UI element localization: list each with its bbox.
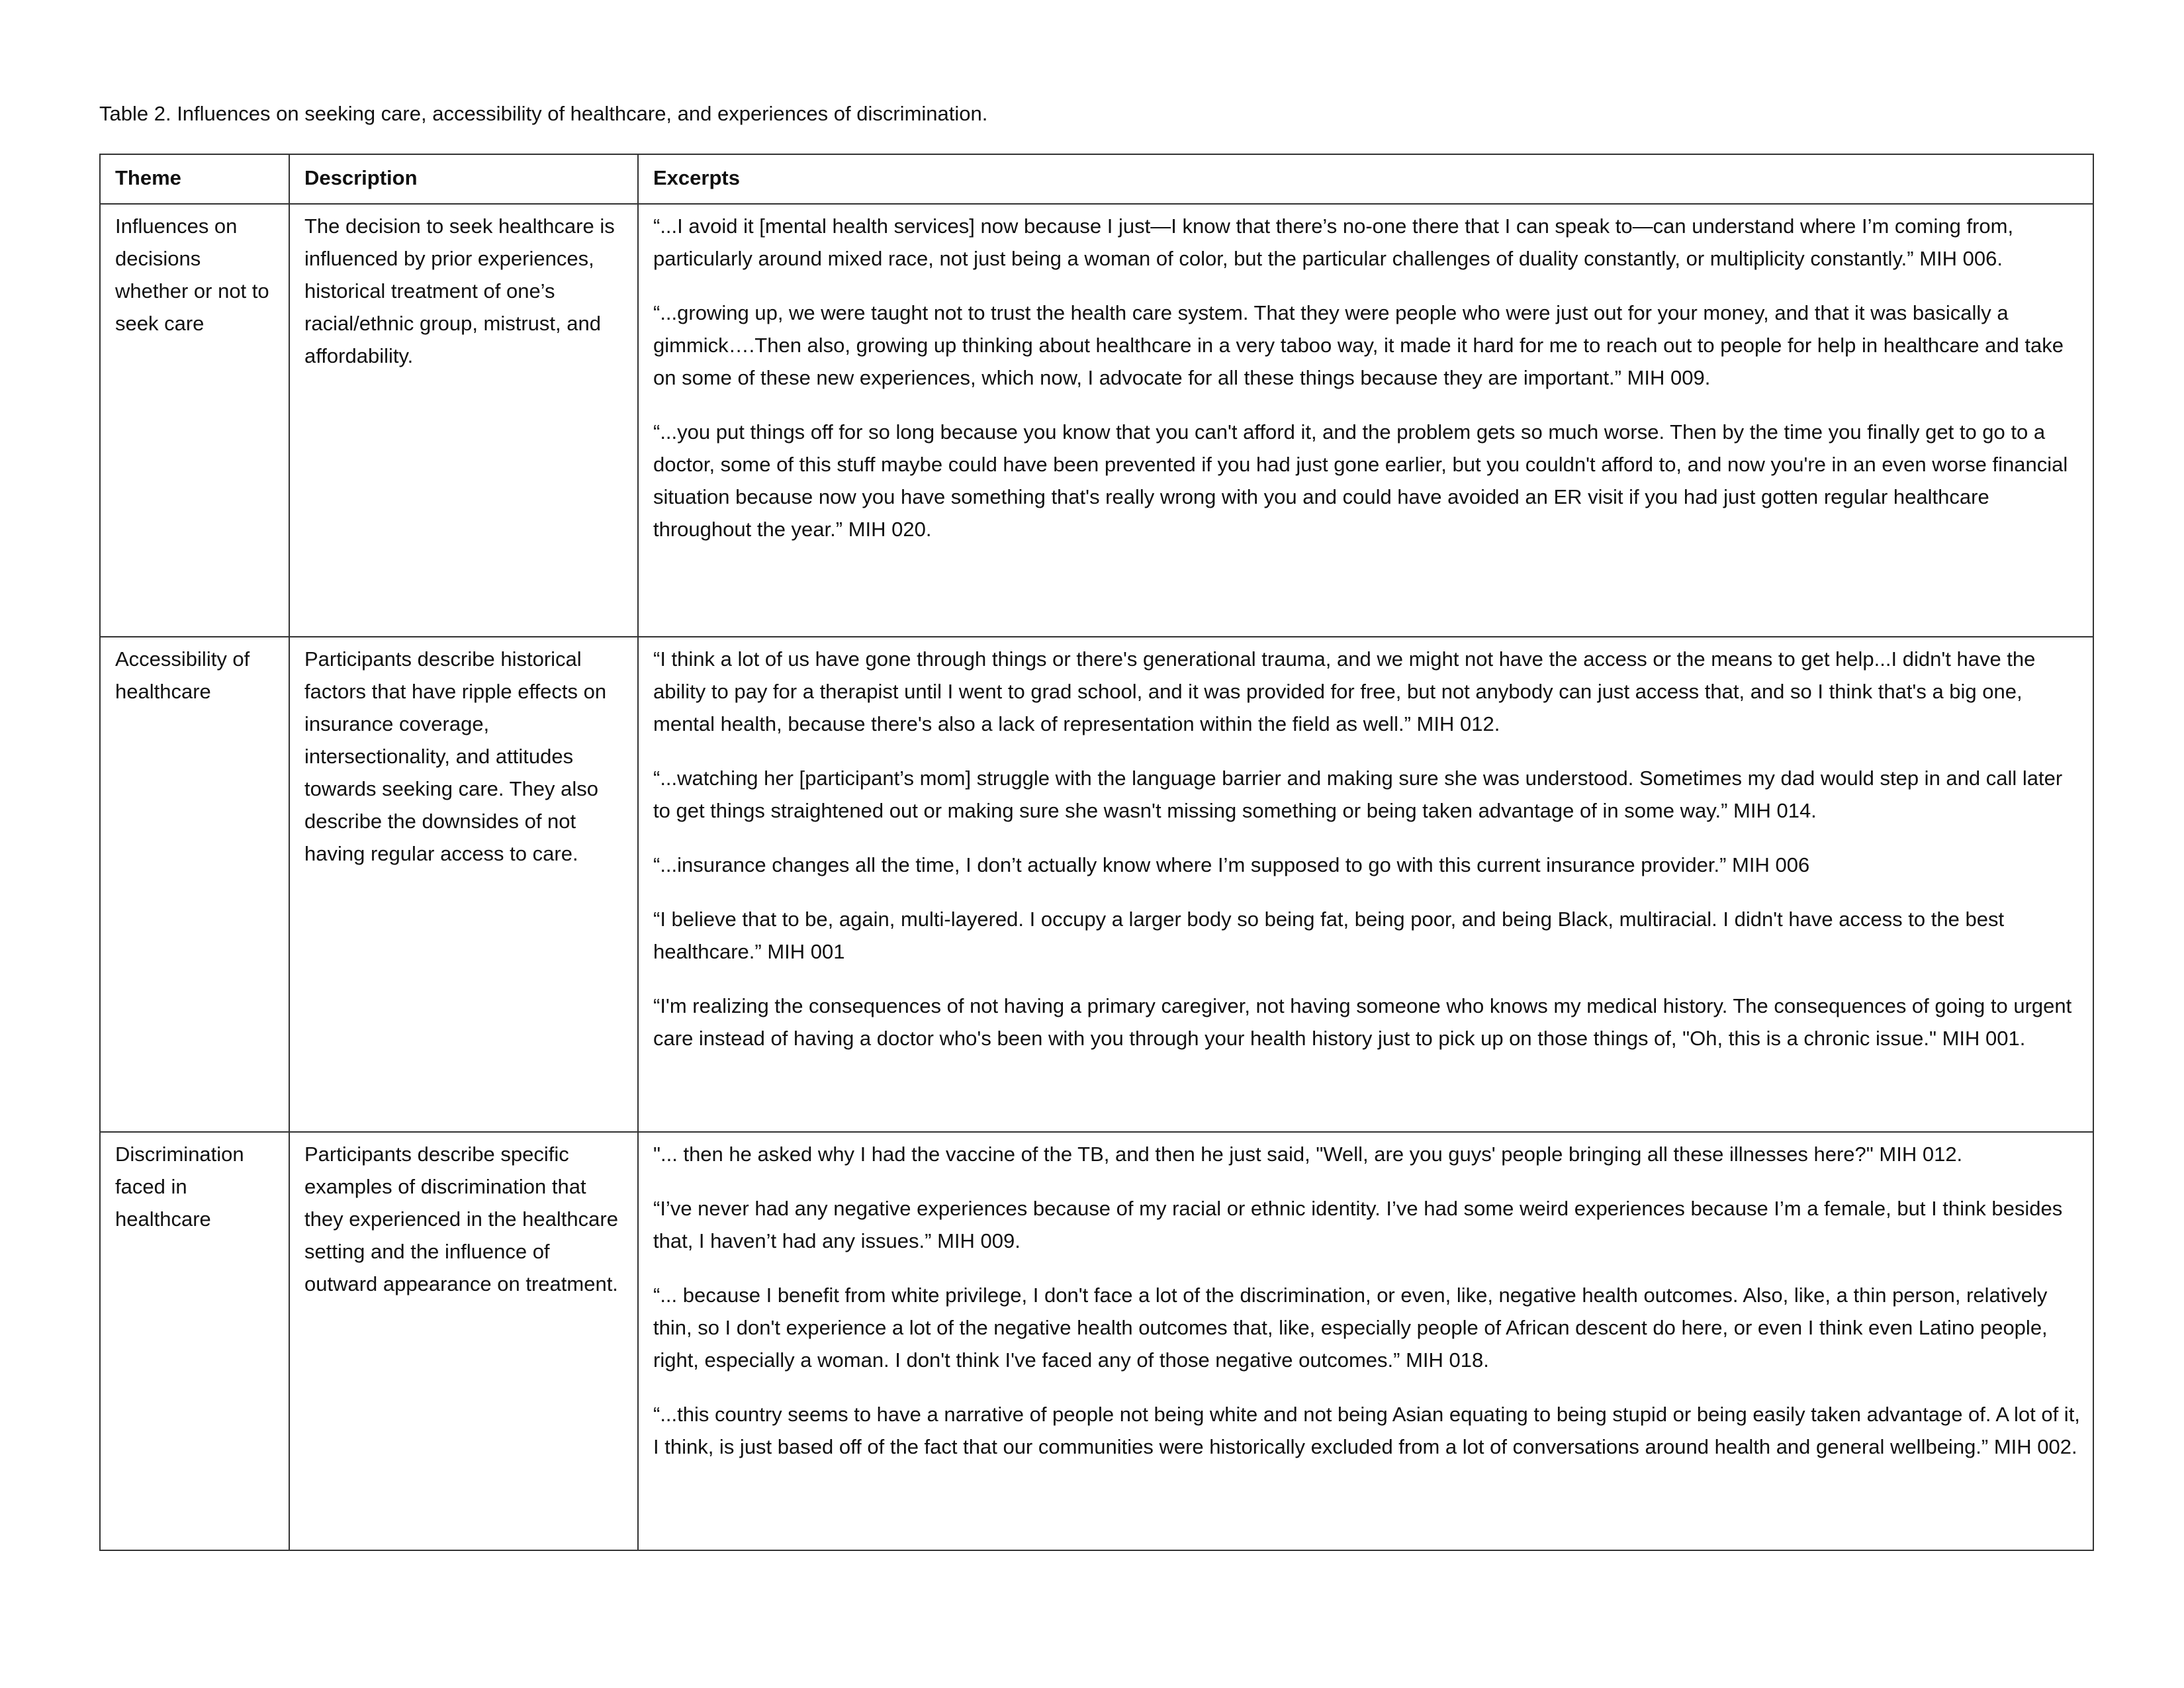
description-cell: Participants describe historical factors that have ripple effects on insurance coverage, intersectionality, and attitudes towards seeking care. They also describe the downsides of not having regular access to care. [289, 637, 638, 1132]
theme-cell: Accessibility of healthcare [100, 637, 289, 1132]
excerpt: “...insurance changes all the time, I don’t actually know where I’m supposed to go with this current insurance provider.” MIH 006 [653, 853, 1810, 876]
excerpt: "... then he asked why I had the vaccine of the TB, and then he just said, "Well, are you guys' people bringing all these illnesses here?" MIH 012. [653, 1143, 1963, 1166]
table-header-row [100, 154, 2093, 204]
excerpt: “...you put things off for so long because you know that you can't afford it, and the problem gets so much worse. Then by the time you finally get to go to a doctor, some of this stuff maybe could have been prevented if you had just gone earlier, but you couldn't afford to, and now you're in an even worse financial situation because now you have something that's really wrong with you and could have avoided an ER visit if you had just gotten regular healthcare throughout the year.” MIH 020. [653, 420, 2068, 541]
excerpts-cell [638, 204, 2093, 637]
excerpt: “...watching her [participant’s mom] struggle with the language barrier and making sure she was understood. Sometimes my dad would step in and call later to get things straightened out or making sure she wasn't missing something or being taken advantage of in some way.” MIH 014. [653, 767, 2063, 822]
header-theme: Theme [100, 154, 289, 204]
excerpt: “I believe that to be, again, multi-layered. I occupy a larger body so being fat, being poor, and being Black, multiracial. I didn't have access to the best healthcare.” MIH 001 [653, 908, 2005, 963]
table-row [100, 204, 2093, 637]
excerpt: “I’ve never had any negative experiences because of my racial or ethnic identity. I’ve had some weird experiences because I’m a female, but I think besides that, I haven’t had any issues.” MIH 009. [653, 1197, 2063, 1252]
header-excerpts: Excerpts [638, 154, 2093, 204]
excerpt: “... because I benefit from white privilege, I don't face a lot of the discrimination, or even, like, negative health outcomes. Also, like, a thin person, relatively thin, so I don't experience a lot of the negative health outcomes that, like, especially people of African descent do here, or even I think even Latino people, right, especially a woman. I don't think I've faced any of those negative outcomes.” MIH 018. [653, 1284, 2048, 1372]
table-caption: Table 2. Influences on seeking care, accessibility of healthcare, and experiences of discrimination. [99, 102, 988, 125]
excerpt: “...this country seems to have a narrative of people not being white and not being Asian equating to being stupid or being easily taken advantage of. A lot of it, I think, is just based off of the fact that our communities were historically excluded from a lot of conversations around health and general wellbeing.” MIH 002. [653, 1403, 2080, 1458]
description-cell: The decision to seek healthcare is influenced by prior experiences, historical treatment of one’s racial/ethnic group, mistrust, and affordability. [289, 204, 638, 637]
table-row [100, 1132, 2093, 1550]
excerpt: “I think a lot of us have gone through things or there's generational trauma, and we might not have the access or the means to get help...I didn't have the ability to pay for a therapist until I went to grad school, and it was provided for free, but not anybody can just access that, and so I think that's a big one, mental health, because there's also a lack of representation within the field as well.” MIH 012. [653, 647, 2036, 735]
excerpt: “...growing up, we were taught not to trust the health care system. That they were people who were just out for your money, and that it was basically a gimmick….Then also, growing up thinking about healthcare in a very taboo way, it made it hard for me to reach out to people for help in healthcare and take on some of these new experiences, which now, I advocate for all these things because they are important.” MIH 009. [653, 301, 2064, 389]
excerpt: “...I avoid it [mental health services] now because I just—I know that there’s no-one there that I can speak to—can understand where I’m coming from, particularly around mixed race, not just being a woman of color, but the particular challenges of duality constantly, or multiplicity constantly.” MIH 006. [653, 214, 2014, 270]
theme-cell: Discrimination faced in healthcare [100, 1132, 289, 1550]
excerpts-cell [638, 1132, 2093, 1550]
header-description: Description [289, 154, 638, 204]
themes-table [99, 154, 2094, 1551]
description-cell: Participants describe specific examples of discrimination that they experienced in the healthcare setting and the influence of outward appearance on treatment. [289, 1132, 638, 1550]
excerpts-cell [638, 637, 2093, 1132]
excerpt: “I'm realizing the consequences of not having a primary caregiver, not having someone who knows my medical history. The consequences of going to urgent care instead of having a doctor who's been with you through your health history just to pick up on those things of, "Oh, this is a chronic issue." MIH 001. [653, 994, 2072, 1050]
table-row [100, 637, 2093, 1132]
theme-cell: Influences on decisions whether or not to seek care [100, 204, 289, 637]
